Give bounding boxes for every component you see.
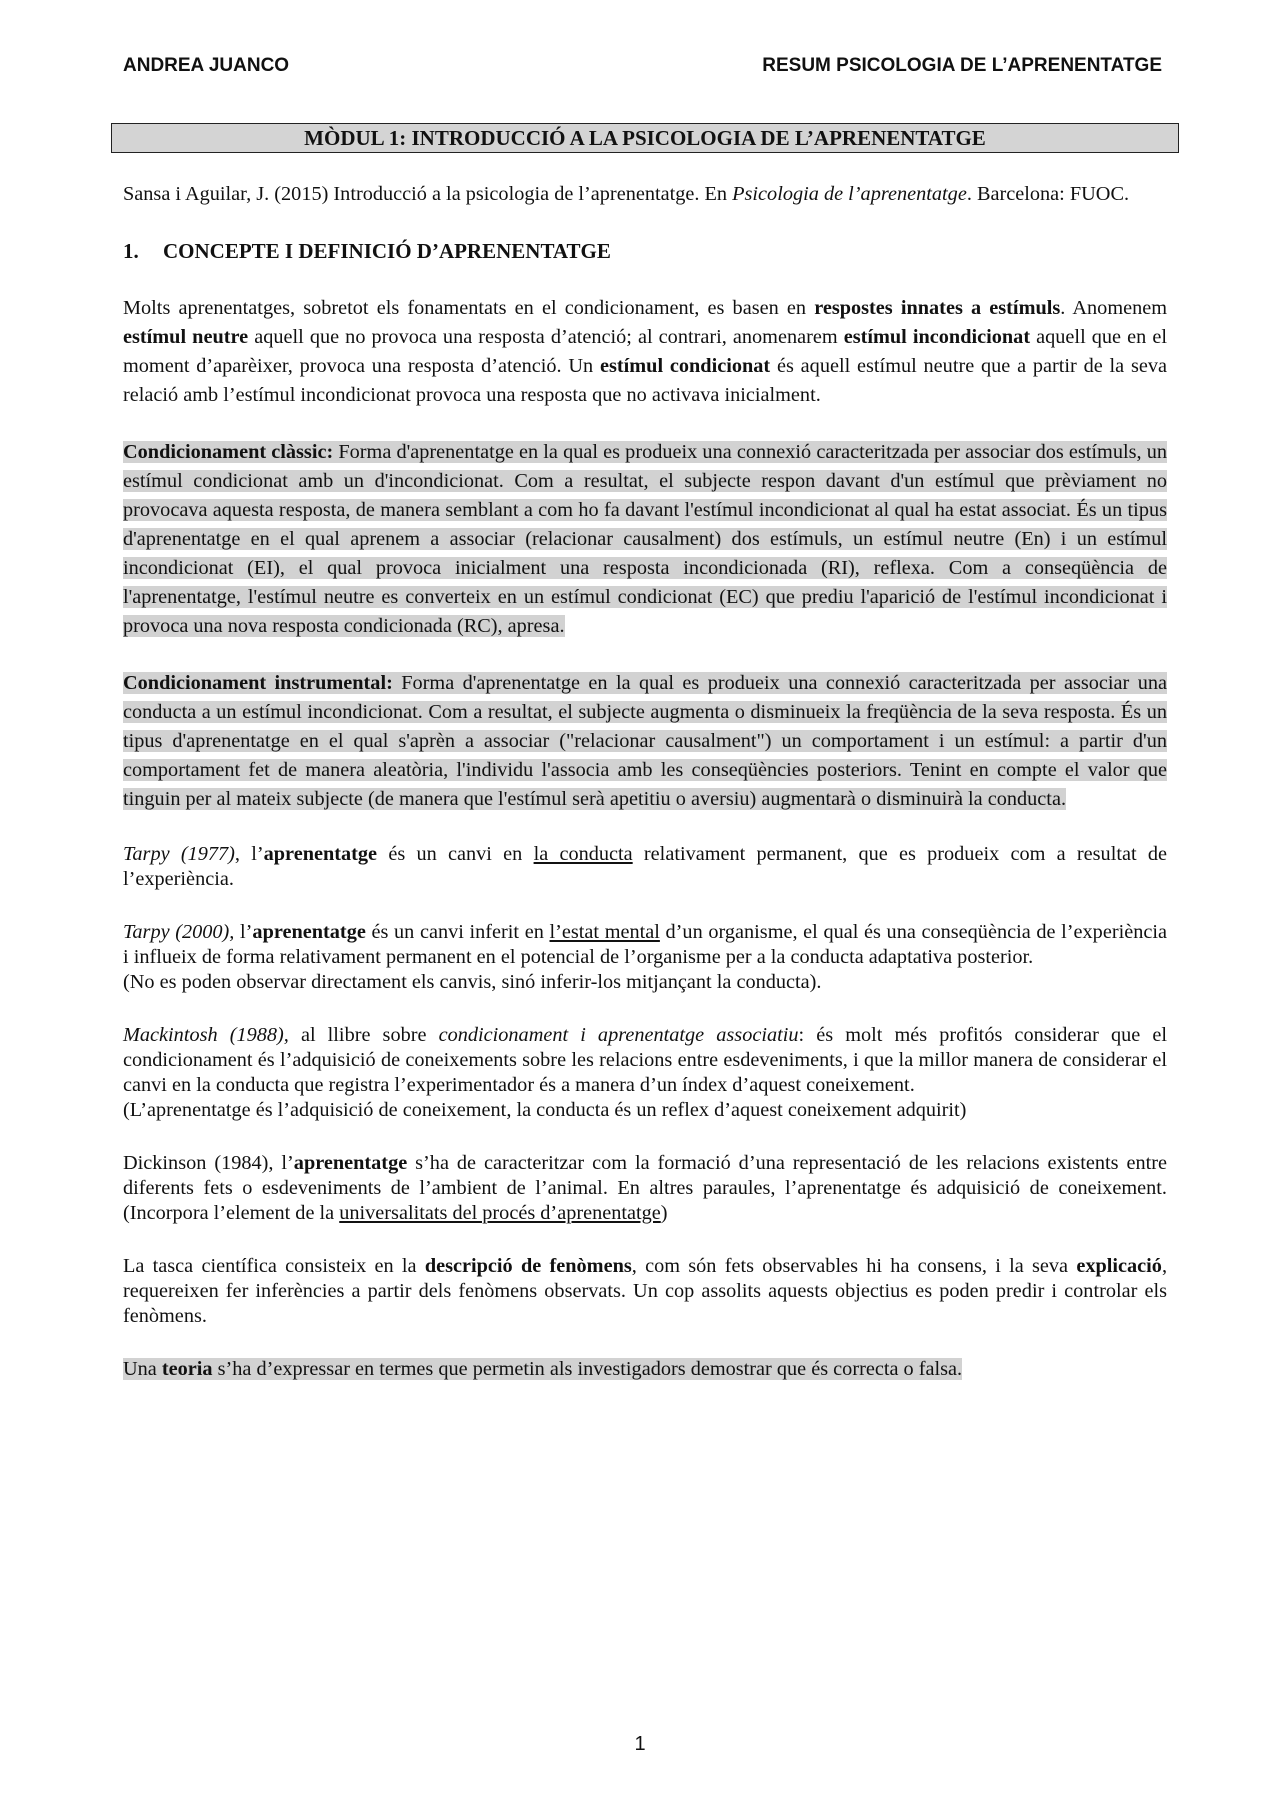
classic-conditioning-term: Condicionament clàssic: (123, 441, 334, 463)
reference-text-end: . Barcelona: FUOC. (966, 183, 1130, 205)
tarpy-1977-paragraph: Tarpy (1977), l’aprenentatge és un canvi en la conducta relativament permanent, que es produeix com a resultat de l’experiència. (123, 843, 1167, 890)
instrumental-conditioning-term: Condicionament instrumental: (123, 672, 393, 694)
mackintosh-note: (L’aprenentatge és l’adquisició de coneixement, la conducta és un reflex d’aquest coneixement adquirit) (123, 1099, 967, 1121)
instrumental-conditioning-text: Forma d'aprenentatge en la qual es produeix una connexió caracteritzada per associar una conducta a un estímul incondicionat. Com a resultat, el subjecte augmenta o disminueix la freqüència de la seva resposta. És un tipus d'aprenentatge en el qual s'aprèn a associar ("relacionar causalment") un comportament i un estímul: a partir d'un comportament fet de manera aleatòria, l'individu l'associa amb les conseqüències posteriors. Tenint en compte el valor que tinguin per al mateix subjecte (de manera que l'estímul serà apetitiu o aversiu) augmentarà o disminuirà la conducta. (123, 672, 1167, 810)
reference-book-title: Psicologia de l’aprenentatge (732, 183, 967, 205)
reference-paragraph (123, 182, 1167, 207)
section-title: CONCEPTE I DEFINICIÓ D’APRENENTATGE (163, 239, 611, 263)
section-number: 1. (123, 239, 139, 263)
instrumental-conditioning-paragraph (123, 669, 1167, 814)
module-title: MÒDUL 1: INTRODUCCIÓ A LA PSICOLOGIA DE L’APRENENTATGE (304, 126, 986, 150)
classic-conditioning-text: Forma d'aprenentatge en la qual es produeix una connexió caracteritzada per associar dos estímuls, un estímul condicionat amb un d'incondicionat. Com a resultat, el subjecte respon davant d'un estímul que prèviament no provocava aquesta resposta, de manera semblant a com ho fa davant l'estímul incondicionat al qual ha estat associat. És un tipus d'aprenentatge en el qual aprenem a associar (relacionar causalment) dos estímuls, un estímul neutre (En) i un estímul incondicionat (EI), el qual provoca inicialment una resposta incondicionada (RI), reflexa. Com a conseqüència de l'aprenentatge, l'estímul neutre es converteix en un estímul condicionat (EC) que prediu l'aparició de l'estímul incondicionat i provoca una nova resposta condicionada (RC), apresa. (123, 441, 1167, 637)
classic-conditioning-paragraph (123, 438, 1167, 641)
document-body (123, 182, 1167, 1382)
section-heading (123, 237, 1167, 266)
mackintosh-paragraph: Mackintosh (1988), al llibre sobre condicionament i aprenentatge associatiu: és molt més profitós considerar que el condicionament és l’adquisició de coneixements sobre les relacions entre esdeveniments, i que la millor manera de considerar el canvi en la conducta que registra l’experimentador és a manera d’un índex d’aquest coneixement. (123, 1024, 1167, 1096)
science-paragraph: La tasca científica consisteix en la descripció de fenòmens, com són fets observables hi ha consens, i la seva explicació, requereixen fer inferències a partir dels fenòmens observats. Un cop assolits aquests objectius es poden predir i controlar els fenòmens. (123, 1255, 1168, 1327)
header-title: RESUM PSICOLOGIA DE L’APRENENTATGE (762, 55, 1162, 76)
tarpy-2000-note: (No es poden observar directament els canvis, sinó inferir-los mitjançant la conducta). (123, 971, 822, 993)
tarpy-2000-paragraph: Tarpy (2000), l’aprenentatge és un canvi inferit en l’estat mental d’un organisme, el qual és una conseqüència de l’experiència i influeix de forma relativament permanent en el potencial de l’organisme per a la conducta adaptativa posterior. (123, 921, 1167, 968)
module-title-box (111, 123, 1179, 153)
dickinson-paragraph: Dickinson (1984), l’aprenentatge s’ha de caracteritzar com la formació d’una representació de les relacions existents entre diferents fets o esdeveniments de l’ambient de l’animal. En altres paraules, l’aprenentatge és adquisició de coneixement. (Incorpora l’element de la universalitats del procés d’aprenentatge) (123, 1152, 1167, 1224)
header-author: ANDREA JUANCO (123, 55, 290, 76)
theory-paragraph: Una teoria s’ha d’expressar en termes que permetin als investigadors demostrar que és correcta o falsa. (123, 1358, 963, 1380)
page-header (123, 55, 1162, 77)
page-number: 1 (634, 1733, 646, 1755)
intro-paragraph: Molts aprenentatges, sobretot els fonamentats en el condicionament, es basen en respostes innates a estímuls. Anomenem estímul neutre aquell que no provoca una resposta d’atenció; al contrari, anomenarem estímul incondicionat aquell que en el moment d’aparèixer, provoca una resposta d’atenció. Un estímul condicionat és aquell estímul neutre que a partir de la seva relació amb l’estímul incondicionat provoca una resposta que no activava inicialment. (123, 297, 1168, 406)
reference-text: Sansa i Aguilar, J. (2015) Introducció a la psicologia de l’aprenentatge. En (123, 183, 733, 205)
